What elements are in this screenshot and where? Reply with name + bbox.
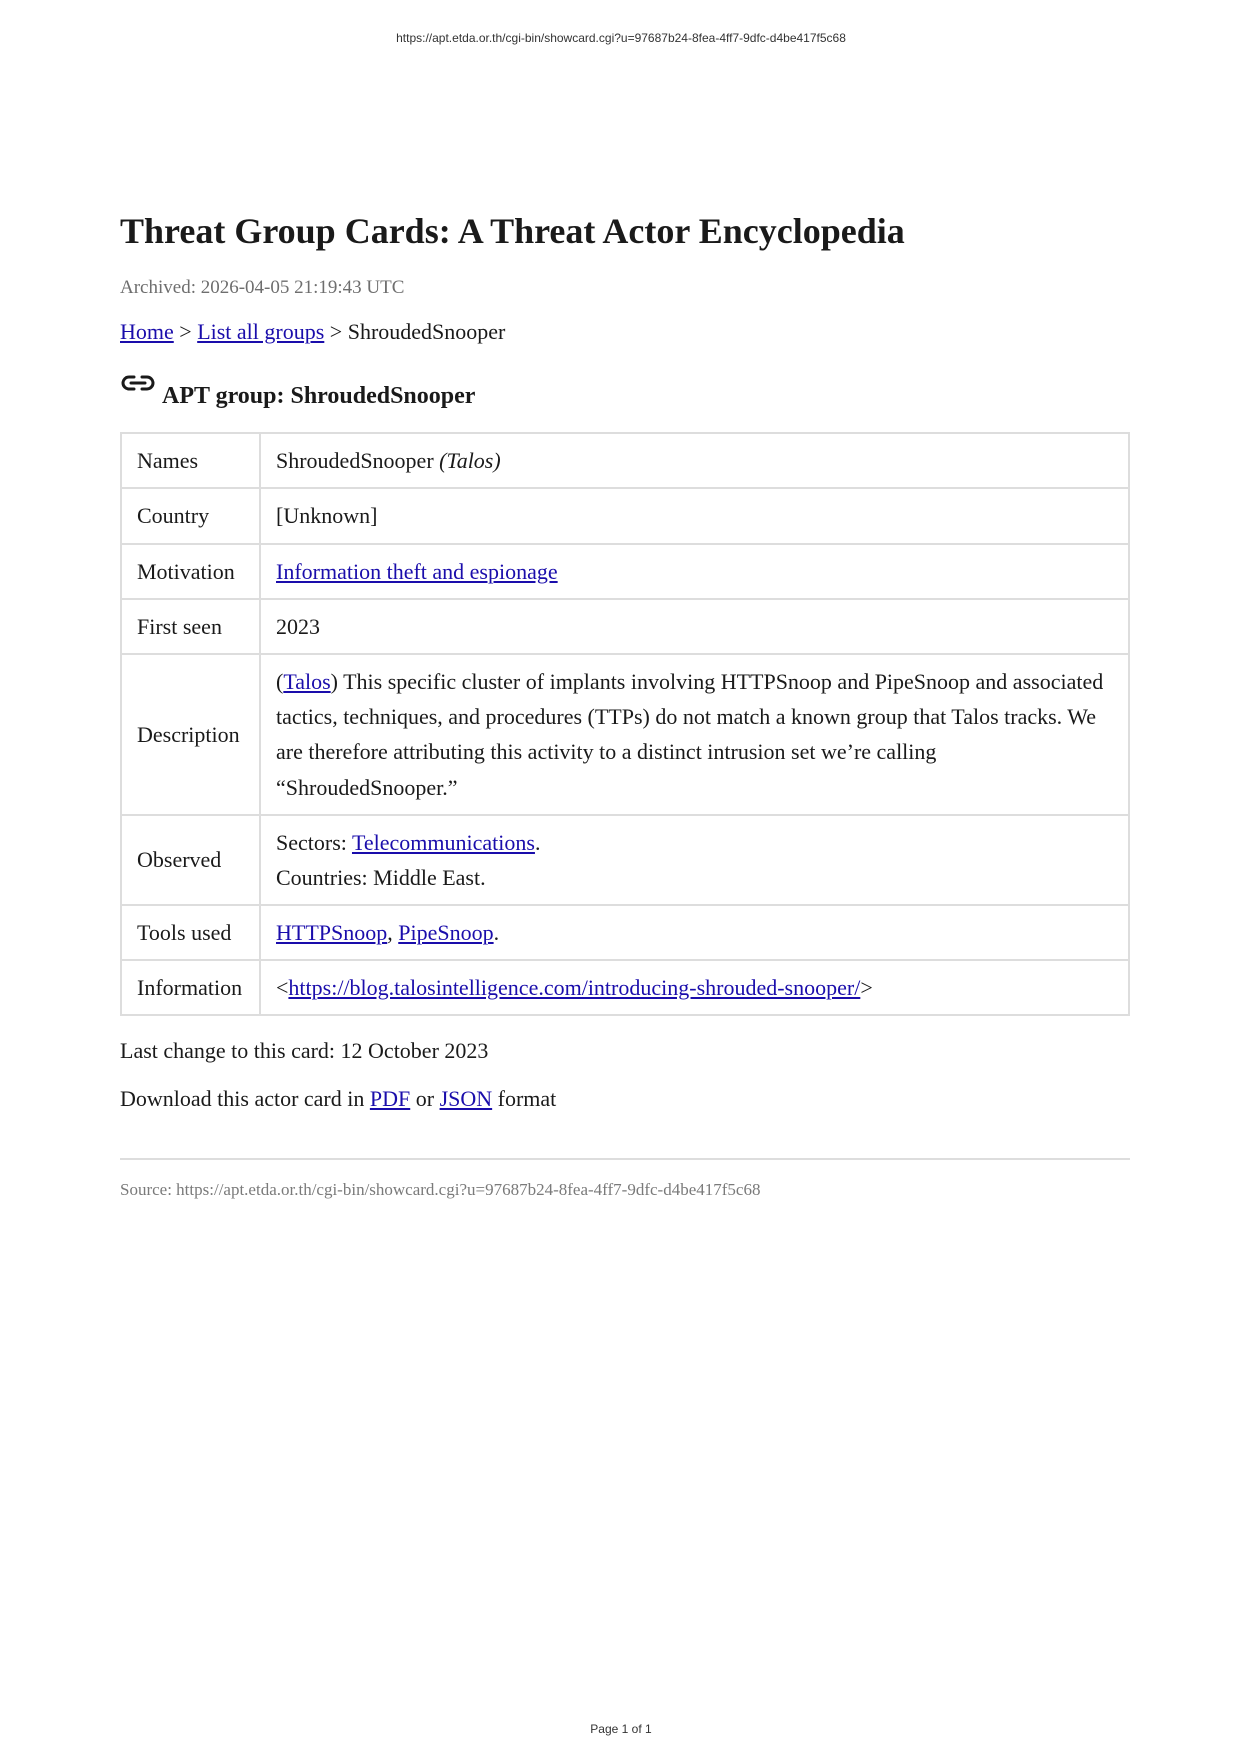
breadcrumb-separator: > <box>173 319 198 345</box>
apt-group-title: APT group: ShroudedSnooper <box>162 383 476 410</box>
first-seen-value: 2023 <box>260 599 1129 654</box>
download-line <box>120 1086 1130 1112</box>
name-source: (Talos) <box>439 448 501 474</box>
link-icon[interactable] <box>120 371 156 395</box>
sector-telecommunications-link[interactable]: Telecommunications <box>351 829 535 855</box>
sectors-prefix: Sectors: <box>276 829 352 855</box>
row-label: Country <box>121 488 260 543</box>
table-row-tools <box>121 905 1129 960</box>
table-row-description <box>121 654 1129 815</box>
tool-httpsnoop-link[interactable]: HTTPSnoop <box>276 920 388 946</box>
row-label: Names <box>121 433 260 488</box>
tools-end: . <box>493 920 500 946</box>
observed-countries: Countries: Middle East. <box>276 864 486 890</box>
card-footer <box>120 1038 1130 1112</box>
angle-open: < <box>276 975 289 1001</box>
page-content <box>120 210 1130 1200</box>
information-value <box>260 960 1129 1015</box>
table-row-observed <box>121 815 1129 905</box>
row-label: First seen <box>121 599 260 654</box>
observed-value <box>260 815 1129 905</box>
row-label: Tools used <box>121 905 260 960</box>
tools-separator: , <box>387 920 399 946</box>
row-label: Motivation <box>121 544 260 599</box>
download-or: or <box>410 1086 440 1112</box>
last-change: Last change to this card: 12 October 2023 <box>120 1038 489 1064</box>
breadcrumb-current: ShroudedSnooper <box>347 319 506 345</box>
download-suffix: format <box>492 1086 557 1112</box>
divider <box>120 1158 1130 1160</box>
download-pdf-link[interactable]: PDF <box>369 1086 411 1112</box>
table-row-motivation <box>121 544 1129 599</box>
row-label: Description <box>121 654 260 815</box>
motivation-value <box>260 544 1129 599</box>
description-value <box>260 654 1129 815</box>
table-row-information <box>121 960 1129 1015</box>
breadcrumb-list-all-groups-link[interactable]: List all groups <box>197 319 325 345</box>
paren: ( <box>276 668 284 694</box>
page-number: Page 1 of 1 <box>590 1722 652 1736</box>
description-text: ) This specific cluster of implants involving HTTPSnoop and PipeSnoop and associated tactics, techniques, and procedures (TTPs) do not match a known group that Talos tracks. We are therefore attributing this activity to a distinct intrusion set we’re calling “ShroudedSnooper.” <box>276 668 1104 800</box>
download-json-link[interactable]: JSON <box>439 1086 493 1112</box>
actor-card-table <box>120 432 1130 1016</box>
breadcrumb-home-link[interactable]: Home <box>120 319 174 345</box>
group-name: ShroudedSnooper <box>276 448 440 474</box>
row-label: Observed <box>121 815 260 905</box>
row-label: Information <box>121 960 260 1015</box>
motivation-link[interactable]: Information theft and espionage <box>276 558 558 584</box>
country-value: [Unknown] <box>260 488 1129 543</box>
download-prefix: Download this actor card in <box>120 1086 370 1112</box>
sectors-suffix: . <box>534 829 541 855</box>
names-value <box>260 433 1129 488</box>
apt-group-heading <box>120 375 1130 410</box>
talos-source-link[interactable]: Talos <box>283 668 331 694</box>
source-url: Source: https://apt.etda.or.th/cgi-bin/showcard.cgi?u=97687b24-8fea-4ff7-9dfc-d4be417f5c68 <box>120 1180 761 1200</box>
tools-value <box>260 905 1129 960</box>
archived-timestamp: Archived: 2026-04-05 21:19:43 UTC <box>120 277 405 299</box>
table-row-names <box>121 433 1129 488</box>
table-row-country <box>121 488 1129 543</box>
page-title: Threat Group Cards: A Threat Actor Encyclopedia <box>120 211 905 251</box>
table-row-first-seen <box>121 599 1129 654</box>
angle-close: > <box>860 975 873 1001</box>
breadcrumb <box>120 319 1130 345</box>
print-header-url: https://apt.etda.or.th/cgi-bin/showcard.cgi?u=97687b24-8fea-4ff7-9dfc-d4be417f5c68 <box>396 31 846 45</box>
tool-pipesnoop-link[interactable]: PipeSnoop <box>398 920 494 946</box>
breadcrumb-separator: > <box>324 319 348 345</box>
information-url-link[interactable]: https://blog.talosintelligence.com/introducing-shrouded-snooper/ <box>288 975 861 1001</box>
